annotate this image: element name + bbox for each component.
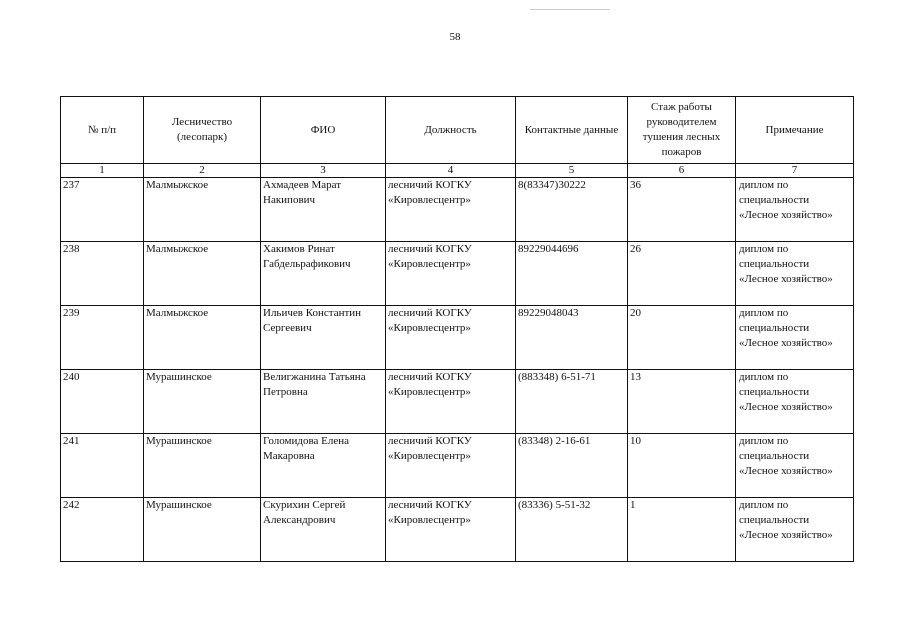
table-row bbox=[61, 434, 854, 498]
forestry-cell: Малмыжское bbox=[144, 242, 261, 306]
experience-cell: 10 bbox=[628, 434, 736, 498]
table-row bbox=[61, 178, 854, 242]
contact-cell: (883348) 6-51-71 bbox=[516, 370, 628, 434]
contact-cell: (83336) 5-51-32 bbox=[516, 498, 628, 562]
header-cell-note: Примечание bbox=[736, 97, 854, 164]
column-number: 7 bbox=[736, 164, 854, 178]
note-cell: диплом по специальности «Лесное хозяйство» bbox=[736, 370, 854, 434]
row-number: 240 bbox=[61, 370, 144, 434]
forestry-cell: Малмыжское bbox=[144, 306, 261, 370]
position-cell: лесничий КОГКУ «Кировлесцентр» bbox=[386, 306, 516, 370]
row-number: 238 bbox=[61, 242, 144, 306]
header-cell-contact: Контактные данные bbox=[516, 97, 628, 164]
column-number: 3 bbox=[261, 164, 386, 178]
name-cell: Ахмадеев Марат Накипович bbox=[261, 178, 386, 242]
experience-cell: 36 bbox=[628, 178, 736, 242]
forestry-cell: Мурашинское bbox=[144, 498, 261, 562]
position-cell: лесничий КОГКУ «Кировлесцентр» bbox=[386, 178, 516, 242]
header-cell-experience: Стаж работы руководителем тушения лесных пожаров bbox=[628, 97, 736, 164]
forestry-cell: Мурашинское bbox=[144, 434, 261, 498]
forestry-staff-table bbox=[60, 96, 854, 562]
forestry-cell: Малмыжское bbox=[144, 178, 261, 242]
contact-cell: (83348) 2-16-61 bbox=[516, 434, 628, 498]
position-cell: лесничий КОГКУ «Кировлесцентр» bbox=[386, 370, 516, 434]
note-cell: диплом по специальности «Лесное хозяйство» bbox=[736, 306, 854, 370]
column-number: 1 bbox=[61, 164, 144, 178]
row-number: 241 bbox=[61, 434, 144, 498]
position-cell: лесничий КОГКУ «Кировлесцентр» bbox=[386, 498, 516, 562]
note-cell: диплом по специальности «Лесное хозяйство» bbox=[736, 242, 854, 306]
table-row bbox=[61, 306, 854, 370]
table-row bbox=[61, 242, 854, 306]
experience-cell: 26 bbox=[628, 242, 736, 306]
experience-cell: 13 bbox=[628, 370, 736, 434]
name-cell: Велигжанина Татьяна Петровна bbox=[261, 370, 386, 434]
column-number-row bbox=[61, 164, 854, 178]
position-cell: лесничий КОГКУ «Кировлесцентр» bbox=[386, 242, 516, 306]
scan-artifact-line bbox=[530, 9, 610, 10]
contact-cell: 89229044696 bbox=[516, 242, 628, 306]
table-row bbox=[61, 370, 854, 434]
header-cell-number: № п/п bbox=[61, 97, 144, 164]
note-cell: диплом по специальности «Лесное хозяйство» bbox=[736, 434, 854, 498]
header-cell-position: Должность bbox=[386, 97, 516, 164]
column-number: 6 bbox=[628, 164, 736, 178]
experience-cell: 20 bbox=[628, 306, 736, 370]
column-number: 2 bbox=[144, 164, 261, 178]
row-number: 239 bbox=[61, 306, 144, 370]
row-number: 242 bbox=[61, 498, 144, 562]
name-cell: Хакимов Ринат Габдельрафикович bbox=[261, 242, 386, 306]
header-cell-name: ФИО bbox=[261, 97, 386, 164]
row-number: 237 bbox=[61, 178, 144, 242]
column-number: 5 bbox=[516, 164, 628, 178]
name-cell: Скурихин Сергей Александрович bbox=[261, 498, 386, 562]
contact-cell: 89229048043 bbox=[516, 306, 628, 370]
column-number: 4 bbox=[386, 164, 516, 178]
contact-cell: 8(83347)30222 bbox=[516, 178, 628, 242]
table-row bbox=[61, 498, 854, 562]
header-cell-forestry: Лесничество (лесопарк) bbox=[144, 97, 261, 164]
note-cell: диплом по специальности «Лесное хозяйство» bbox=[736, 498, 854, 562]
header-row bbox=[61, 97, 854, 164]
experience-cell: 1 bbox=[628, 498, 736, 562]
name-cell: Голомидова Елена Макаровна bbox=[261, 434, 386, 498]
forestry-cell: Мурашинское bbox=[144, 370, 261, 434]
note-cell: диплом по специальности «Лесное хозяйство» bbox=[736, 178, 854, 242]
page-number: 58 bbox=[449, 31, 461, 43]
position-cell: лесничий КОГКУ «Кировлесцентр» bbox=[386, 434, 516, 498]
name-cell: Ильичев Константин Сергеевич bbox=[261, 306, 386, 370]
